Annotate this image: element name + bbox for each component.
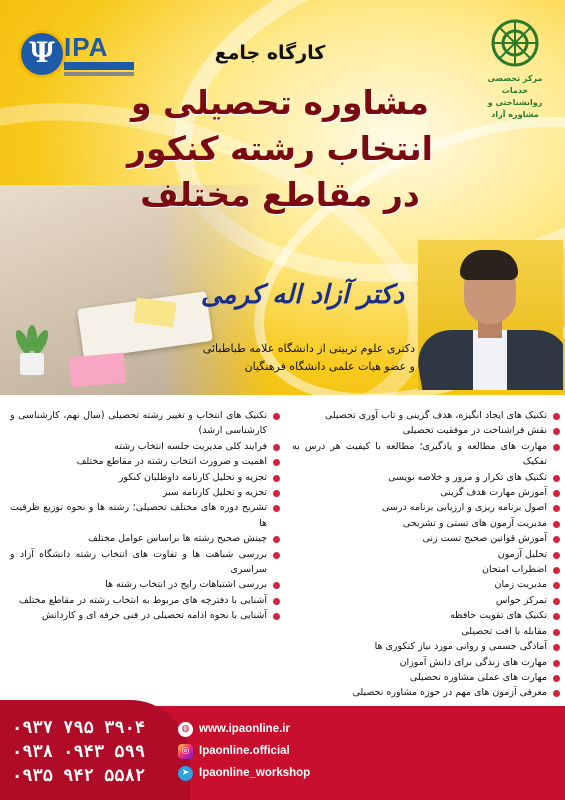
phone-list (12, 716, 172, 788)
list-item: مهارت های زندگی برای دانش آموزان (292, 655, 560, 670)
phone-number[interactable]: ۰۹۳۷ ۷۹۵ ۳۹۰۴ (12, 718, 146, 738)
list-item: آشنایی با دفترچه های مربوط به انتخاب رشته در مقاطع مختلف (10, 593, 280, 608)
list-item: مقابله با افت تحصیلی (292, 624, 560, 639)
doctor-desc-line: و عضو هیات علمی دانشگاه فرهنگیان (244, 360, 415, 373)
list-item: مهارت های مطالعه و یادگیری؛ مطالعه با کیفیت هر درس به تفکیک (292, 439, 560, 470)
topics-list-right (292, 408, 560, 701)
list-item: تحلیل آزمون (292, 547, 560, 562)
title-line: در مقاطع مختلف (140, 175, 420, 214)
instagram-link[interactable] (178, 740, 378, 762)
sticky-note (69, 353, 126, 388)
list-item: تمرکز حواس (292, 593, 560, 608)
list-item: مهارت های عملی مشاوره تحصیلی (292, 670, 560, 685)
list-item: آموزش قوانین صحیح تست زنی (292, 531, 560, 546)
list-item: چینش صحیح رشته ها براساس عوامل مختلف (10, 531, 280, 546)
list-item: اهمیت و ضرورت انتخاب رشته در مقاطع مختلف (10, 454, 280, 469)
phone-number[interactable]: ۰۹۳۵ ۹۴۲ ۵۵۸۲ (12, 766, 146, 786)
doctor-description (175, 340, 415, 376)
website-link[interactable] (178, 718, 378, 740)
doctor-desc-line: دکتری علوم تربیتی از دانشگاه علامه طباطبائی (202, 342, 415, 355)
list-item: بررسی اشتباهات رایج در انتخاب رشته ها (10, 577, 280, 592)
globe-icon: ◍ (178, 722, 193, 737)
title-line: انتخاب رشته کنکور (127, 129, 433, 168)
instagram-text[interactable]: Ipaonline.official (199, 745, 290, 757)
instagram-icon: ◎ (178, 744, 193, 759)
contact-footer (0, 706, 565, 800)
list-item: مدیریت آزمون های تستی و تشریحی (292, 516, 560, 531)
emblem-icon (490, 18, 540, 68)
list-item: معرفی آزمون های مهم در حوزه مشاوره تحصیلی (292, 685, 560, 700)
list-item: اصول برنامه ریزی و ارزیابی برنامه درسی (292, 500, 560, 515)
list-item: آموزش مهارت هدف گزینی (292, 485, 560, 500)
list-item: تکنیک های تکرار و مرور و خلاصه نویسی (292, 470, 560, 485)
telegram-link[interactable] (178, 762, 378, 784)
title-line: مشاوره تحصیلی و (131, 83, 429, 122)
page-title (110, 80, 450, 218)
phone-number[interactable]: ۰۹۳۸ ۰۹۴۳ ۵۹۹ (12, 742, 146, 762)
list-item: بررسی شباهت ها و تفاوت های انتخاب رشته دانشگاه آزاد و سراسری (10, 547, 280, 578)
website-text[interactable]: www.ipaonline.ir (199, 723, 290, 735)
ipa-logo: Ψ IPA (18, 30, 128, 82)
list-item: نقش فراشناخت در موفقیت تحصیلی (292, 423, 560, 438)
sticky-note (133, 297, 176, 327)
doctor-name: دکتر آزاد اله کرمی (200, 280, 405, 310)
topics-section (0, 400, 565, 705)
workshop-label: کارگاه جامع (214, 42, 326, 64)
list-item: تجزیه و تحلیل کارنامه داوطلبان کنکور (10, 470, 280, 485)
topics-list-left (10, 408, 280, 624)
hero-banner (0, 0, 565, 395)
list-item: آشنایی با نحوه ادامه تحصیلی در فنی حرفه ای و کاردانش (10, 608, 280, 623)
ipa-logo-text: IPA (64, 32, 109, 62)
list-item: مدیریت زمان (292, 577, 560, 592)
list-item: اضطراب امتحان (292, 562, 560, 577)
telegram-icon: ➤ (178, 766, 193, 781)
list-item: تکنیک های ایجاد انگیزه، هدف گزینی و تاب آوری تحصیلی (292, 408, 560, 423)
telegram-text[interactable]: Ipaonline_workshop (199, 767, 311, 779)
list-item: تجزیه و تحلیل کارنامه سبز (10, 485, 280, 500)
social-links (178, 718, 378, 784)
list-item: فرایند کلی مدیریت جلسه انتخاب رشته (10, 439, 280, 454)
center-logo-text: مرکز تخصصی خدمات روانشناختی و مشاوره آزاد (487, 74, 543, 119)
list-item: آمادگی جسمی و روانی مورد نیاز کنکوری ها (292, 639, 560, 654)
list-item: تشریح دوره های مختلف تحصیلی؛ رشته ها و نحوه توزیع ظرفیت ها (10, 500, 280, 531)
list-item: تکنیک های تقویت حافظه (292, 608, 560, 623)
center-logo (480, 18, 550, 119)
doctor-portrait (418, 240, 563, 390)
plant-image (12, 325, 52, 375)
list-item: تکنیک های انتخاب و تغییر رشته تحصیلی (سال نهم، کارشناسی و کارشناسی ارشد) (10, 408, 280, 439)
